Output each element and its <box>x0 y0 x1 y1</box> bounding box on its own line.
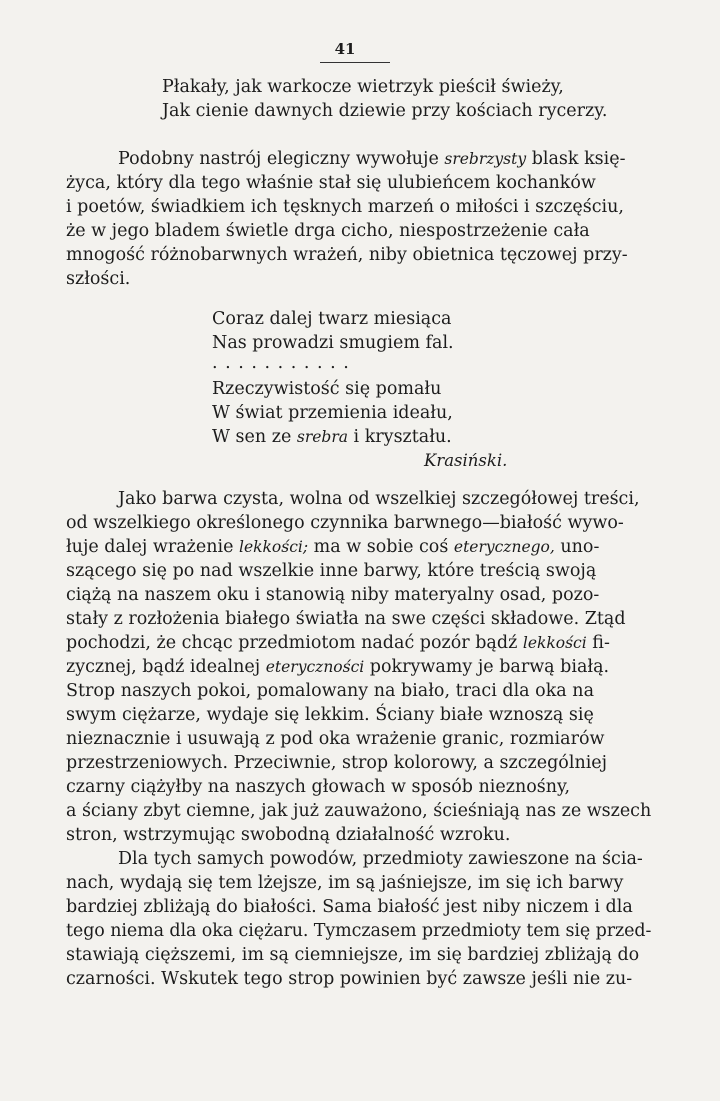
page-number-rule <box>320 62 390 63</box>
text-line: stron, wstrzymując swobodną działalność wzroku. <box>66 825 511 845</box>
poem-line: W świat przemienia ideału, <box>212 403 453 423</box>
text-line: nach, wydają się tem lżejsze, im są jaśniejsze, im się ich barwy <box>66 873 624 893</box>
text-line: od wszelkiego określonego czynnika barwnego—białość wywo- <box>66 513 624 533</box>
text-line: czarności. Wskutek tego strop powinien być zawsze jeśli nie zu- <box>66 969 633 989</box>
page-number: 41 <box>334 40 356 58</box>
text-line: i poetów, świadkiem ich tęsknych marzeń o miłości i szczęściu, <box>66 197 624 217</box>
text-line: swym ciężarze, wydaje się lekkim. Ściany białe wznoszą się <box>66 705 594 725</box>
poem-line: Rzeczywistość się pomału <box>212 379 442 399</box>
text-line: Strop naszych pokoi, pomalowany na biało, traci dla oka na <box>66 681 595 701</box>
text-line: życa, który dla tego właśnie stał się ulubieńcem kochanków <box>66 173 596 193</box>
poem-line: Coraz dalej twarz miesiąca <box>212 309 452 329</box>
text-line: mnogość różnobarwnych wrażeń, niby obietnica tęczowej przy- <box>66 245 628 265</box>
text-line: zycznej, bądź idealnej eteryczności pokrywamy je barwą białą. <box>66 657 610 677</box>
text-line: stawiają cięższemi, im są ciemniejsze, im się bardziej zbliżają do <box>66 945 640 965</box>
text-line: przestrzeniowych. Przeciwnie, strop kolorowy, a szczególniej <box>66 753 608 773</box>
text-line: ciążą na naszem oku i stanowią niby materyalny osad, pozo- <box>66 585 600 605</box>
text-line: pochodzi, że chcąc przedmiotom nadać pozór bądź lekkości fi- <box>66 633 610 653</box>
epigraph-line: Jak cienie dawnych dziewie przy kościach rycerzy. <box>162 101 608 121</box>
text-line: że w jego bladem świetle drga cicho, niespostrzeżenie cała <box>66 221 590 241</box>
poem-line: W sen ze srebra i kryształu. <box>212 427 452 447</box>
text-line: szłości. <box>66 269 131 289</box>
text-line: Jako barwa czysta, wolna od wszelkiej szczegółowej treści, <box>118 489 640 509</box>
poem-ellipsis: . . . . . . . . . . . <box>212 353 350 373</box>
text-line: nieznacznie i usuwają z pod oka wrażenie granic, rozmiarów <box>66 729 605 749</box>
text-line: czarny ciążyłby na naszych głowach w sposób nieznośny, <box>66 777 571 797</box>
text-line: łuje dalej wrażenie lekkości; ma w sobie coś eterycznego, uno- <box>66 537 600 557</box>
text-line: szącego się po nad wszelkie inne barwy, które treścią swoją <box>66 561 597 581</box>
text-line: a ściany zbyt ciemne, jak już zauważono, ścieśniają nas ze wszech <box>66 801 652 821</box>
text-line: stały z rozłożenia białego światła na swe części składowe. Ztąd <box>66 609 626 629</box>
epigraph-line: Płakały, jak warkocze wietrzyk pieścił świeży, <box>162 77 564 97</box>
text-line: Dla tych samych powodów, przedmioty zawieszone na ścia- <box>118 849 643 869</box>
poem-author: Krasiński. <box>424 451 508 470</box>
text-line: tego niema dla oka ciężaru. Tymczasem przedmioty tem się przed- <box>66 921 652 941</box>
poem-line: Nas prowadzi smugiem fal. <box>212 333 454 353</box>
text-line: bardziej zbliżają do białości. Sama białość jest niby niczem i dla <box>66 897 633 917</box>
text-line: Podobny nastrój elegiczny wywołuje srebrzysty blask księ- <box>118 149 626 169</box>
